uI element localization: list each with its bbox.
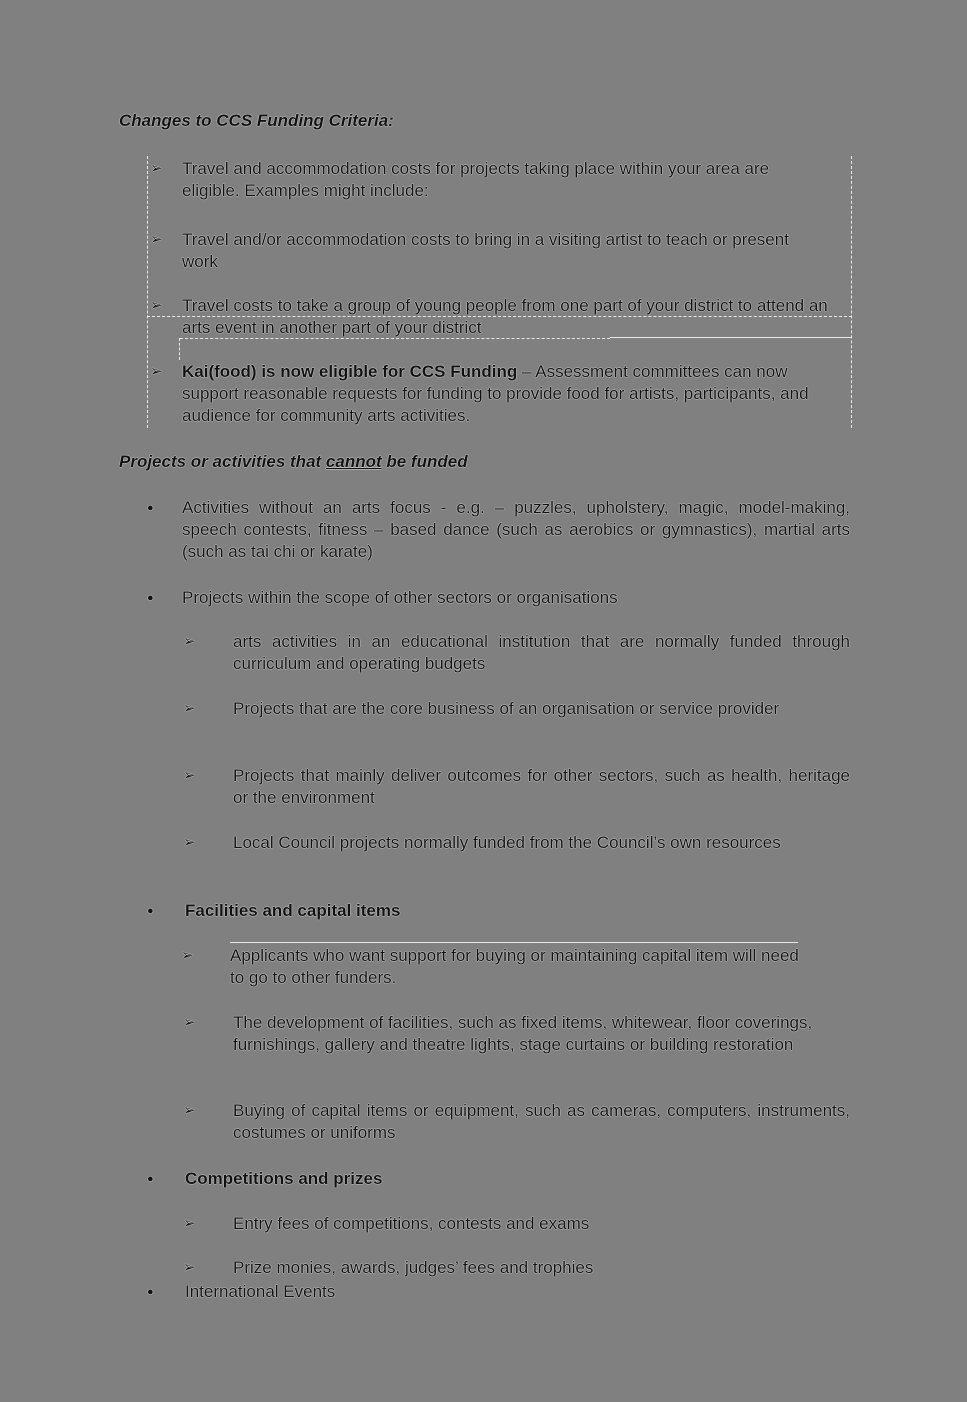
arrow-bullet-icon: ➢	[183, 1014, 196, 1031]
list-item	[147, 1168, 850, 1190]
arrow-bullet-icon: ➢	[150, 297, 163, 314]
arrow-bullet-icon: ➢	[150, 231, 163, 248]
sub-list-item	[183, 1100, 850, 1144]
sub-list-item-text: The development of facilities, such as fixed items, whitewear, floor coverings, furnishings, gallery and theatre lights, stage curtains or building restoration	[233, 1013, 813, 1054]
arrow-bullet-icon: ➢	[181, 947, 194, 964]
list-item-text: Travel and/or accommodation costs to bring in a visiting artist to teach or present work	[182, 230, 789, 271]
sub-list-item-text: Projects that are the core business of an organisation or service provider	[233, 699, 780, 718]
sub-list-item-text: Prize monies, awards, judges’ fees and trophies	[233, 1258, 594, 1277]
bullet-icon: ●	[147, 1286, 154, 1298]
list-item-kai-food	[150, 361, 840, 427]
list-item-text: Travel costs to take a group of young people from one part of your district to attend an arts event in another part of your district	[182, 296, 828, 337]
sub-list-item	[183, 1213, 850, 1235]
arrow-bullet-icon: ➢	[183, 633, 196, 650]
list-item-text: Travel and accommodation costs for projects taking place within your area are eligible. Examples might include:	[182, 159, 770, 200]
sub-list-item-text: Entry fees of competitions, contests and exams	[233, 1214, 590, 1233]
list-item	[147, 497, 850, 563]
bullet-icon: ●	[147, 1173, 154, 1185]
bullet-icon: ●	[147, 502, 154, 514]
list-item	[150, 295, 840, 339]
heading-part: be funded	[381, 452, 468, 471]
arrow-bullet-icon: ➢	[183, 834, 196, 851]
arrow-bullet-icon: ➢	[150, 160, 163, 177]
list-item	[147, 900, 850, 922]
sub-list-item-text: Local Council projects normally funded from the Council’s own resources	[233, 833, 781, 852]
arrow-bullet-icon: ➢	[183, 1102, 196, 1119]
list-item	[150, 158, 820, 202]
sub-list-item-text: Buying of capital items or equipment, such as cameras, computers, instruments, costumes or uniforms	[233, 1101, 850, 1142]
sub-list-item	[183, 765, 850, 809]
sub-list-item-text: arts activities in an educational institution that are normally funded through curriculum and operating budgets	[233, 632, 850, 673]
arrow-bullet-icon: ➢	[183, 1259, 196, 1276]
list-item-text	[182, 361, 840, 427]
list-item-text: Projects within the scope of other sectors or organisations	[182, 588, 618, 607]
list-item-text: International Events	[185, 1282, 336, 1301]
list-item	[150, 229, 820, 273]
sub-list-item	[183, 698, 850, 720]
sub-list-item-text: Projects that mainly deliver outcomes for other sectors, such as health, heritage or the environment	[233, 766, 850, 807]
arrow-bullet-icon: ➢	[183, 1215, 196, 1232]
kai-food-description: – Assessment committees can now support reasonable requests for funding to provide food for artists, participants, and audience for community arts activities.	[182, 362, 809, 425]
sub-list-item	[183, 1012, 850, 1056]
section-heading-cannot-be-funded	[119, 451, 468, 473]
bullet-icon: ●	[147, 592, 154, 604]
bullet-icon: ●	[147, 905, 154, 917]
arrow-bullet-icon: ➢	[150, 363, 163, 380]
frame-inner-left	[179, 338, 180, 360]
sub-list-item	[183, 832, 850, 854]
heading-part: Projects or activities that	[119, 452, 326, 471]
list-item-text: Facilities and capital items	[185, 901, 401, 920]
sub-list-item	[181, 945, 801, 989]
kai-food-bold-label: Kai(food) is now eligible for CCS Funding	[182, 362, 518, 381]
list-item-text: Activities without an arts focus - e.g. – puzzles, upholstery, magic, model-making, speech contests, fitness – based dance (such as aerobics or gymnastics), martial arts (such as tai chi or karate)	[182, 498, 850, 561]
arrow-bullet-icon: ➢	[183, 767, 196, 784]
frame-right-border	[851, 156, 852, 428]
revision-line	[230, 942, 798, 943]
heading-underlined-word: cannot	[325, 452, 382, 471]
sub-list-item	[183, 631, 850, 675]
list-item	[147, 1281, 850, 1303]
list-item	[147, 587, 850, 609]
sub-list-item-text: Applicants who want support for buying or maintaining capital item will need to go to other funders.	[230, 946, 799, 987]
arrow-bullet-icon: ➢	[183, 700, 196, 717]
sub-list-item	[183, 1257, 850, 1279]
list-item-text: Competitions and prizes	[185, 1169, 383, 1188]
section-heading-ccs-changes: Changes to CCS Funding Criteria:	[119, 111, 394, 130]
frame-left-border	[147, 156, 148, 428]
